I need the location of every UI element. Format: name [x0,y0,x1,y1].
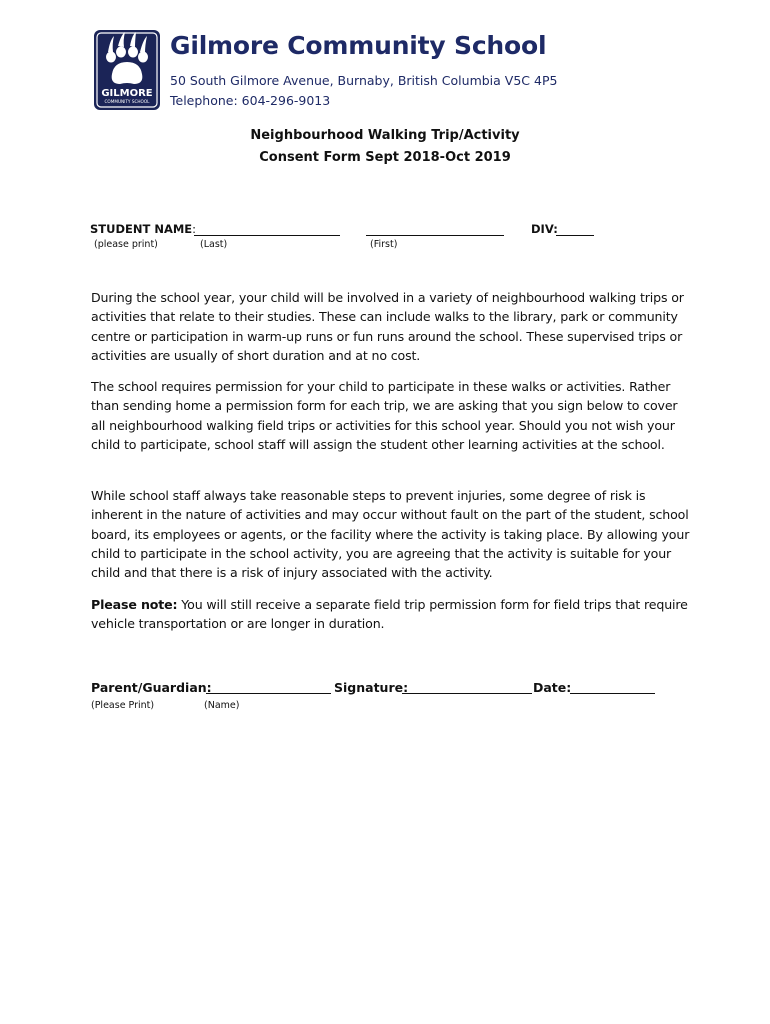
school-telephone: Telephone: 604-296-9013 [170,93,331,108]
date-field[interactable] [570,693,655,694]
paragraph-1: During the school year, your child will be involved in a variety of neighbourhood walking trips or activities that relate to their studies. These can include walks to the library, park or community centre or participation in warm-up runs or fun runs around the school. These supervised trips or activities are usually of short duration and at no cost. [91,290,684,363]
div-label: DIV: [531,222,558,236]
logo-text: GILMORE [101,88,153,99]
note-label: Please note: [91,597,178,612]
parent-name-hint: (Name) [204,700,240,711]
last-hint: (Last) [200,239,228,250]
school-address: 50 South Gilmore Avenue, Burnaby, British Columbia V5C 4P5 [170,73,558,88]
student-name-label: STUDENT NAME: [90,222,197,236]
logo-subtext: COMMUNITY SCHOOL [104,99,150,104]
div-field[interactable] [556,235,594,236]
form-title-line1: Neighbourhood Walking Trip/Activity [250,128,520,143]
first-hint: (First) [370,239,398,250]
bear-paw-icon [94,30,160,110]
parent-guardian-field[interactable] [206,693,331,694]
date-label: Date: [533,680,572,695]
paragraph-3: While school staff always take reasonable steps to prevent injuries, some degree of risk is inherent in the nature of activities and may occur without fault on the part of the student, school board, its employees or agents, or the facility where the activity is taking place. By allowing your child to participate in the school activity, you are agreeing that the activity is suitable for your child and that there is a risk of injury associated with the activity. [91,488,690,581]
last-name-field[interactable] [194,235,340,236]
signature-label: Signature: [334,680,409,695]
parent-please-print-hint: (Please Print) [91,700,155,711]
paragraph-2: The school requires permission for your child to participate in these walks or activities. Rather than sending home a permission form for each trip, we are asking that you sign below to cover all neighbourhood walking field trips or activities for this school year. Should you not wish your child to participate, school staff will assign the student other learning activities at the school. [91,379,678,452]
signature-field[interactable] [402,693,532,694]
parent-guardian-label: Parent/Guardian: [91,680,212,695]
school-logo [94,30,160,110]
please-print-hint: (please print) [94,239,158,250]
form-title-line2: Consent Form Sept 2018-Oct 2019 [259,150,511,165]
first-name-field[interactable] [366,235,504,236]
school-name: Gilmore Community School [170,31,547,60]
note-paragraph [91,595,691,634]
note-text: You will still receive a separate field trip permission form for field trips that require vehicle transportation or are longer in duration. [91,597,688,632]
